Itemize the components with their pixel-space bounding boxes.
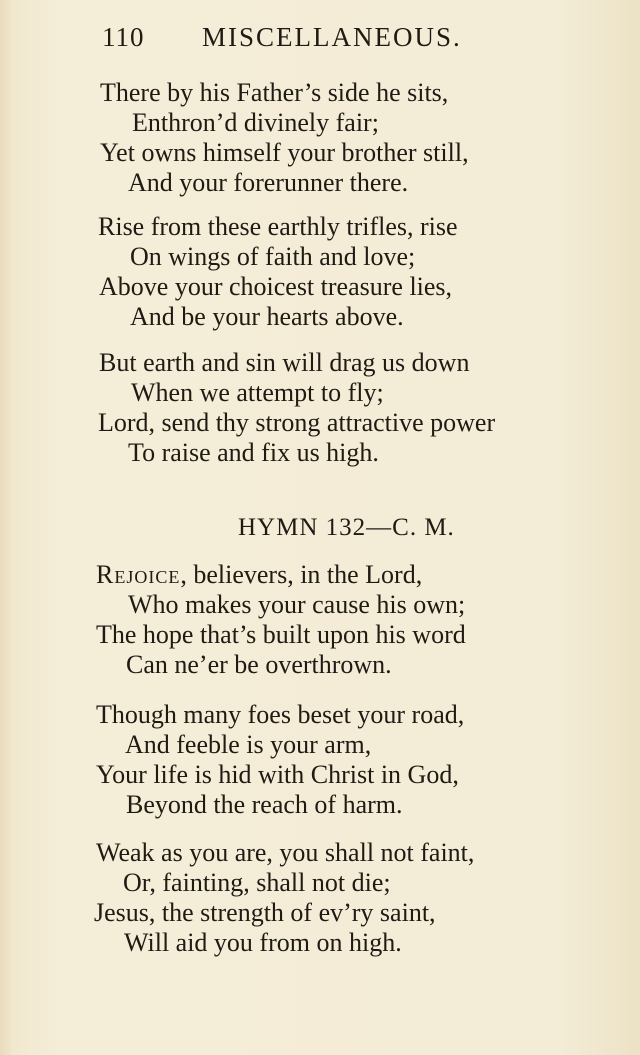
verse-line: Or, fainting, shall not die; [123,868,391,897]
verse-line: On wings of faith and love; [130,242,416,271]
verse-line: Who makes your cause his own; [128,590,466,619]
verse-line: Though many foes beset your road, [96,700,465,729]
verse-line [96,560,422,590]
verse-line: When we attempt to fly; [131,378,384,407]
page-header [102,22,532,58]
first-word: Rejoice [96,560,181,589]
verse-line: Rise from these earthly trifles, rise [98,212,458,241]
section-title: MISCELLANEOUS. [202,22,462,52]
verse-line: Lord, send thy strong attractive power [98,408,496,437]
verse-line: Jesus, the strength of ev’ry saint, [94,898,436,927]
verse-line: And your forerunner there. [128,168,409,197]
verse-line: There by his Father’s side he sits, [100,78,449,107]
bleed-through-text [570,60,640,960]
verse-line: To raise and fix us high. [128,438,379,467]
verse-line: Beyond the reach of harm. [126,790,403,819]
verse-line: And be your hearts above. [130,302,404,331]
verse-line: And feeble is your arm, [125,730,372,759]
verse-line: But earth and sin will drag us down [99,348,470,377]
hymn-title: HYMN 132—C. M. [238,514,455,541]
verse-line: Weak as you are, you shall not faint, [96,838,475,867]
verse-line: Your life is hid with Christ in God, [96,760,459,789]
verse-line: Enthron’d divinely fair; [132,108,379,137]
verse-line-rest: , believers, in the Lord, [180,560,423,589]
verse-line: Above your choicest treasure lies, [99,272,453,301]
verse-line: Can ne’er be overthrown. [126,650,392,679]
page-number: 110 [102,22,145,52]
verse-line: Will aid you from on high. [124,928,402,957]
verse-line: Yet owns himself your brother still, [100,138,469,167]
verse-line: The hope that’s built upon his word [96,620,466,649]
